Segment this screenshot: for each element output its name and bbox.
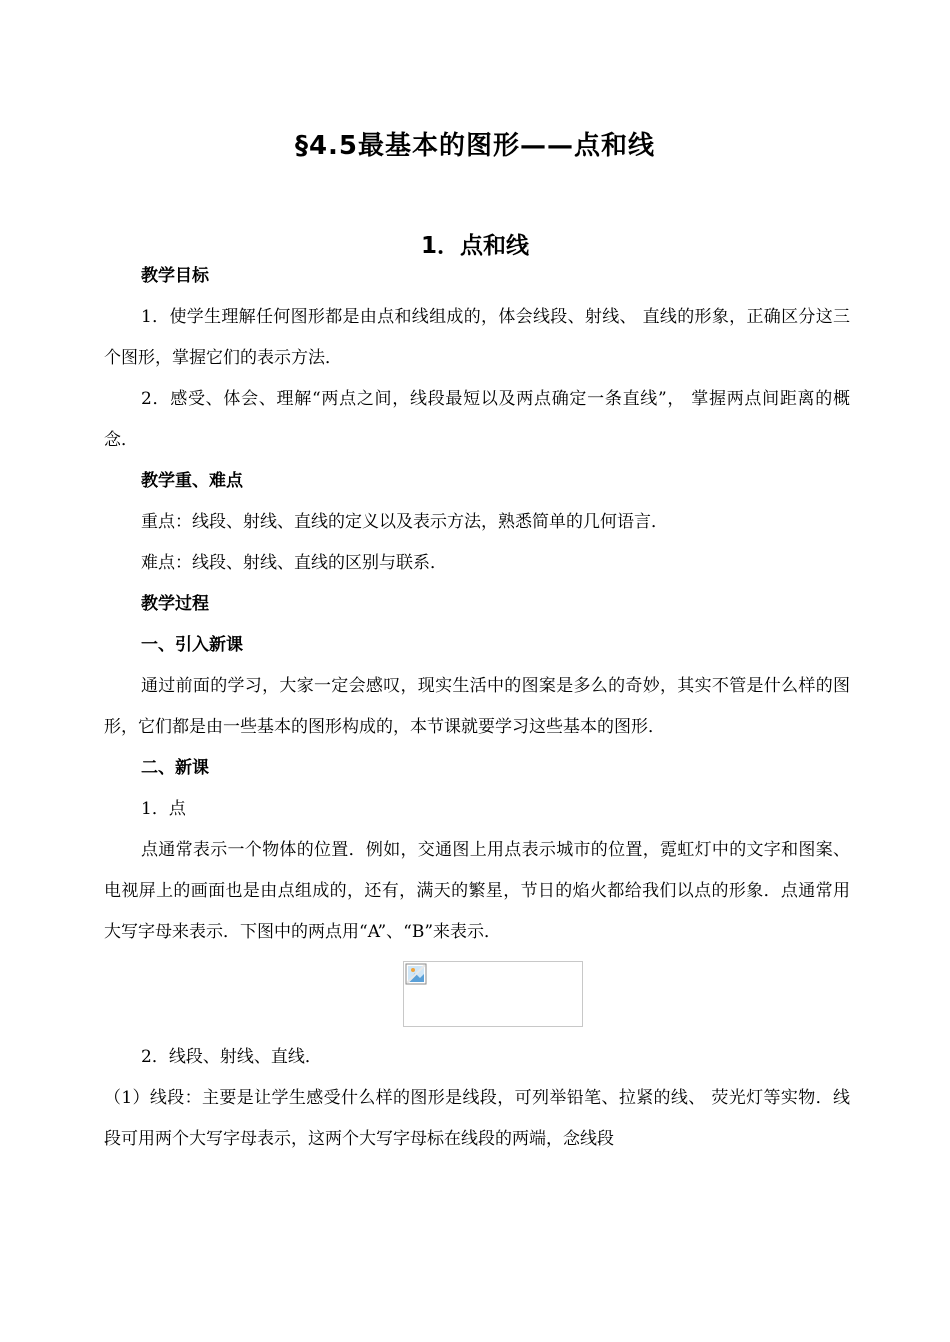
point-paragraph: 点通常表示一个物体的位置．例如，交通图上用点表示城市的位置，霓虹灯中的文字和图案、电视屏上的画面也是由点组成的，还有，满天的繁星，节日的焰火都给我们以点的形象．点通常用大写字母来表示．下图中的两点用“A”、“B”来表示． — [104, 840, 850, 942]
point-label: 1．点 — [141, 799, 186, 819]
hard-point-paragraph: 难点：线段、射线、直线的区别与联系． — [141, 553, 447, 573]
segment-paragraph: （1）线段：主要是让学生感受什么样的图形是线段，可列举铅笔、拉紧的线、 荧光灯等实物．线段可用两个大写字母表示，这两个大写字母标在线段的两端，念线段 — [104, 1088, 850, 1149]
goal-2-paragraph: 2．感受、体会、理解“两点之间，线段最短以及两点确定一条直线”， 掌握两点间距离的概念． — [104, 389, 850, 450]
document-title: §4.5最基本的图形——点和线 — [294, 131, 656, 161]
figure-image-placeholder — [403, 961, 583, 1027]
new-lesson-heading: 二、新课 — [141, 758, 209, 778]
document-body — [104, 256, 850, 1160]
intro-paragraph: 通过前面的学习，大家一定会感叹，现实生活中的图案是多么的奇妙，其实不管是什么样的图形，它们都是由一些基本的图形构成的，本节课就要学习这些基本的图形． — [104, 676, 850, 737]
goal-1-paragraph: 1．使学生理解任何图形都是由点和线组成的，体会线段、射线、 直线的形象，正确区分这三个图形，掌握它们的表示方法． — [104, 307, 850, 368]
key-point-paragraph: 重点：线段、射线、直线的定义以及表示方法，熟悉简单的几何语言． — [141, 512, 668, 532]
key-points-heading: 教学重、难点 — [141, 471, 243, 491]
goals-heading: 教学目标 — [141, 266, 209, 286]
broken-image-icon — [405, 963, 427, 985]
lines-label: 2．线段、射线、直线． — [141, 1047, 322, 1067]
intro-heading: 一、引入新课 — [141, 635, 243, 655]
section-subtitle: 1．点和线 — [420, 233, 529, 259]
process-heading: 教学过程 — [141, 594, 209, 614]
